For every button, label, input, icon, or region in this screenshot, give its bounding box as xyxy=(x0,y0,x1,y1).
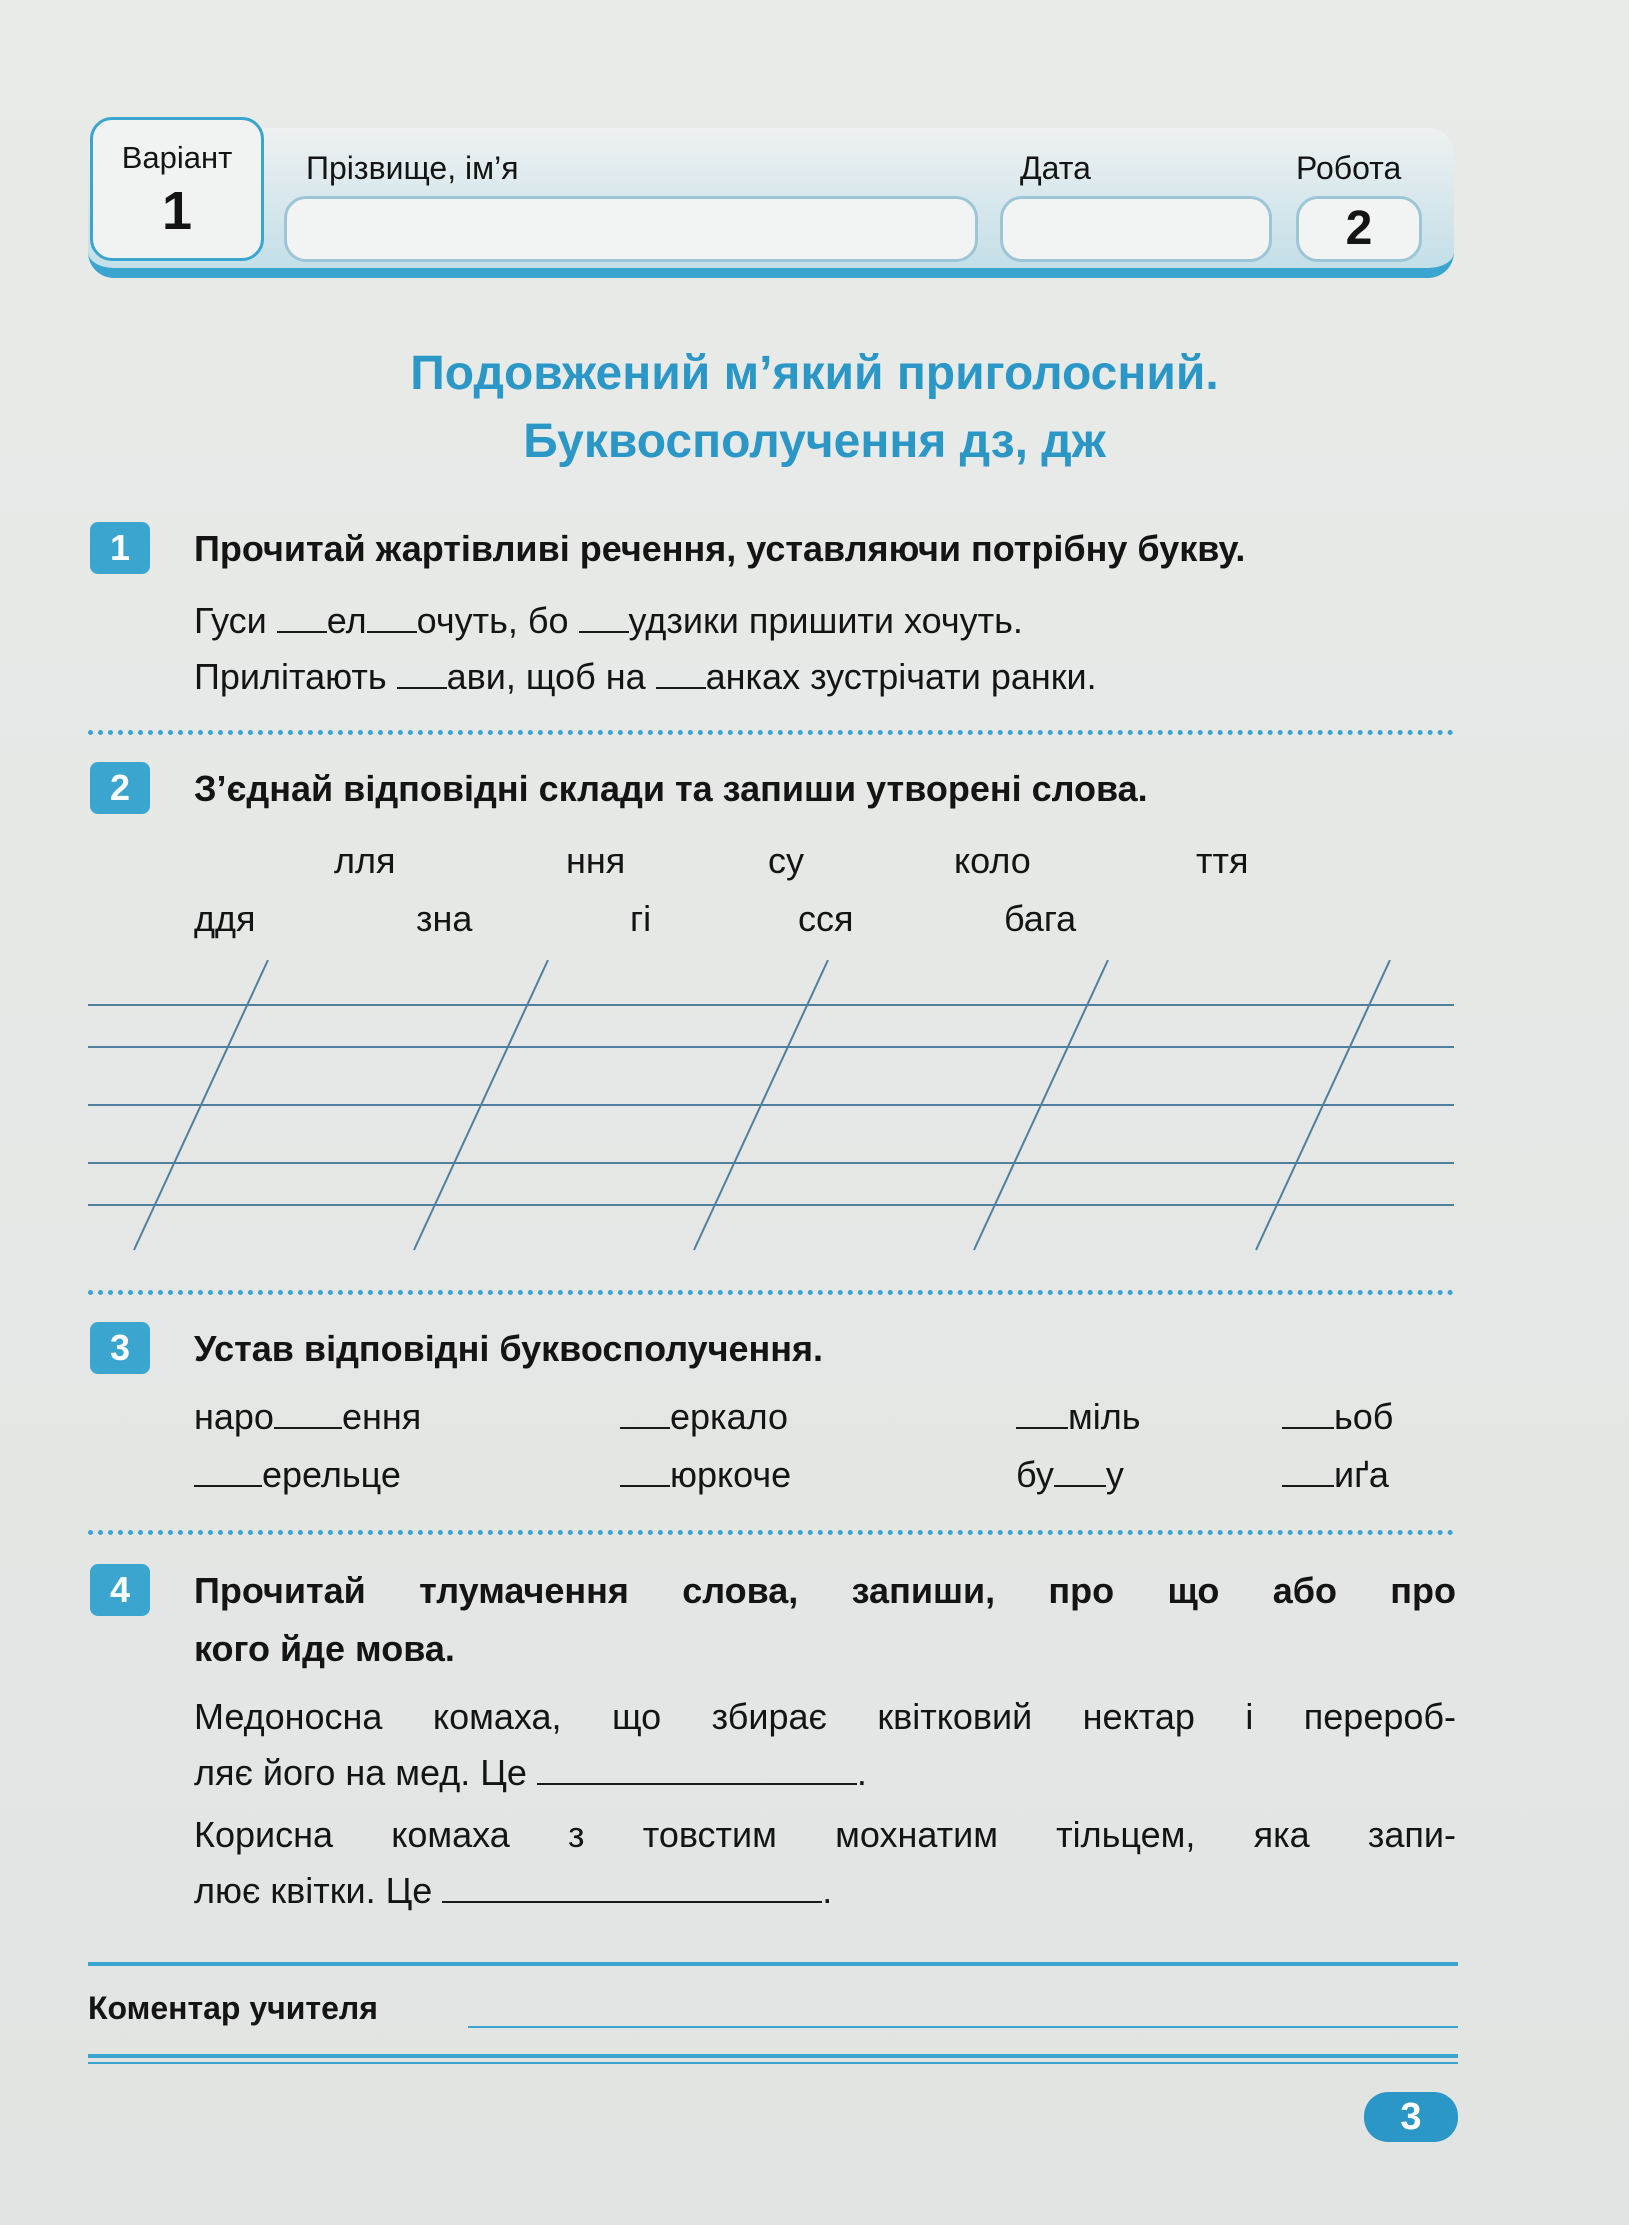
syllable: коло xyxy=(954,840,1031,881)
word-suffix: ення xyxy=(341,1396,422,1437)
task3-word xyxy=(1282,1396,1393,1438)
t3-blank[interactable] xyxy=(1016,1427,1068,1429)
task3-word xyxy=(1016,1454,1124,1496)
name-label: Прізвище, ім’я xyxy=(306,150,519,186)
word-suffix: еркало xyxy=(670,1396,789,1437)
separator-dotted xyxy=(88,1290,1454,1295)
t3-blank[interactable] xyxy=(194,1485,262,1487)
answer-blank-1[interactable] xyxy=(537,1783,857,1785)
task3-badge: 3 xyxy=(90,1322,150,1374)
name-field[interactable] xyxy=(284,196,978,262)
task1-sentence2 xyxy=(194,656,1097,698)
comment-label: Коментар учителя xyxy=(88,1990,378,2026)
task4-title-line1: Прочитай тлумачення слова, запиши, про що або про xyxy=(194,1570,1456,1611)
task1-badge: 1 xyxy=(90,522,150,574)
work-number: 2 xyxy=(1296,196,1422,262)
t3-blank[interactable] xyxy=(274,1427,342,1429)
t1-s2-a: Прилітають xyxy=(194,656,397,697)
p1-period: . xyxy=(856,1752,867,1793)
t3-blank[interactable] xyxy=(1054,1485,1106,1487)
variant-box xyxy=(90,117,264,261)
t1-blank[interactable] xyxy=(656,687,706,689)
task3-word xyxy=(1282,1454,1389,1496)
t1-blank[interactable] xyxy=(397,687,447,689)
syllable: зна xyxy=(416,898,473,939)
syllable: гі xyxy=(630,898,652,939)
word-prefix: наро xyxy=(194,1396,274,1437)
task2-title: З’єднай відповідні склади та запиши утворені слова. xyxy=(194,768,1148,809)
syllable: бага xyxy=(1004,898,1077,939)
work-label: Робота xyxy=(1296,150,1402,186)
syllable: су xyxy=(768,840,804,881)
task3-word xyxy=(620,1396,788,1438)
task3-title: Устав відповідні буквосполучення. xyxy=(194,1328,824,1369)
task4-p2-line1: Корисна комаха з товстим мохнатим тільцем, яка запи- xyxy=(194,1814,1456,1855)
t3-blank[interactable] xyxy=(1282,1485,1334,1487)
p2-text: лює квітки. Це xyxy=(194,1870,443,1911)
task4-title-line2: кого йде мова. xyxy=(194,1628,455,1669)
word-suffix: у xyxy=(1105,1454,1124,1495)
p1-text: ляє його на мед. Це xyxy=(194,1752,537,1793)
task4-badge: 4 xyxy=(90,1564,150,1616)
comment-line[interactable] xyxy=(468,2026,1458,2028)
t3-blank[interactable] xyxy=(1282,1427,1334,1429)
syllable: сся xyxy=(798,898,854,939)
task4-p1-line1: Медоносна комаха, що збирає квітковий нектар і перероб- xyxy=(194,1696,1456,1737)
t1-s2-c: анках зустрічати ранки. xyxy=(705,656,1097,697)
t1-blank[interactable] xyxy=(277,631,327,633)
p2-period: . xyxy=(822,1870,833,1911)
comment-bottom-rule-thin xyxy=(88,2062,1458,2064)
t1-blank[interactable] xyxy=(579,631,629,633)
task1-sentence1 xyxy=(194,600,1023,642)
task4-p1-line2 xyxy=(194,1752,867,1794)
t3-blank[interactable] xyxy=(620,1485,670,1487)
t1-s2-b: ави, щоб на xyxy=(446,656,656,697)
comment-bottom-rule xyxy=(88,2054,1458,2058)
syllable: ття xyxy=(1196,840,1249,881)
t1-blank[interactable] xyxy=(367,631,417,633)
page-number: 3 xyxy=(1364,2092,1458,2142)
task3-word xyxy=(1016,1396,1141,1438)
page-title-line1: Подовжений м’який приголосний. xyxy=(410,347,1219,400)
word-prefix: бу xyxy=(1016,1454,1054,1495)
date-field[interactable] xyxy=(1000,196,1272,262)
comment-top-rule xyxy=(88,1962,1458,1966)
syllable: лля xyxy=(334,840,396,881)
word-suffix: ьоб xyxy=(1334,1396,1394,1437)
task3-word xyxy=(194,1454,401,1496)
t1-s1-b: ел xyxy=(326,600,367,641)
syllable: ння xyxy=(566,840,626,881)
t1-s1-a: Гуси xyxy=(194,600,277,641)
task1-title: Прочитай жартівливі речення, уставляючи потрібну букву. xyxy=(194,528,1246,569)
word-suffix: юркоче xyxy=(670,1454,792,1495)
t3-blank[interactable] xyxy=(620,1427,670,1429)
separator-dotted xyxy=(88,1530,1454,1535)
task4-p2-line2 xyxy=(194,1870,832,1912)
t1-s1-d: удзики пришити хочуть. xyxy=(628,600,1023,641)
word-suffix: иґа xyxy=(1334,1454,1389,1495)
answer-blank-2[interactable] xyxy=(442,1901,822,1903)
separator-dotted xyxy=(88,730,1454,735)
word-suffix: міль xyxy=(1068,1396,1141,1437)
variant-label: Варіант xyxy=(121,140,233,175)
task3-word xyxy=(620,1454,791,1496)
slant-guides xyxy=(88,960,1458,1260)
variant-number: 1 xyxy=(161,181,193,241)
syllable: ддя xyxy=(194,898,256,939)
task2-badge: 2 xyxy=(90,762,150,814)
t1-s1-c: очуть, бо xyxy=(416,600,579,641)
date-label: Дата xyxy=(1020,150,1091,186)
page-title-line2: Буквосполучення дз, дж xyxy=(523,415,1106,468)
word-suffix: ерельце xyxy=(262,1454,401,1495)
task3-word xyxy=(194,1396,421,1438)
